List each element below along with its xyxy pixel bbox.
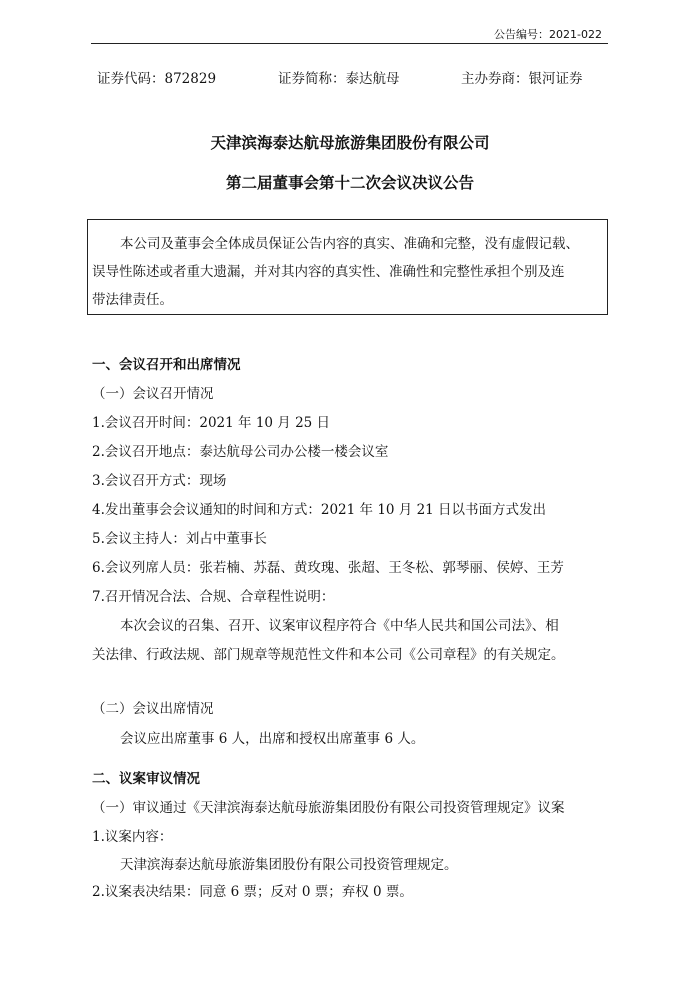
section-heading-proposals: 二、议案审议情况 [92, 771, 200, 787]
section-heading-meeting: 一、会议召开和出席情况 [92, 357, 241, 373]
proposal-title: （一）审议通过《天津滨海泰达航母旅游集团股份有限公司投资管理规定》议案 [92, 800, 565, 816]
attendance-text: 会议应出席董事 6 人，出席和授权出席董事 6 人。 [120, 731, 425, 747]
meeting-method: 3.会议召开方式：现场 [92, 473, 227, 489]
stock-code: 证券代码：872829 [97, 71, 217, 87]
compliance-heading: 7.召开情况合法、合规、合章程性说明： [92, 589, 335, 605]
proposal-content-label: 1.议案内容： [92, 829, 173, 845]
subheading-attendance: （二）会议出席情况 [92, 701, 214, 717]
notice-line-2: 误导性陈述或者重大遗漏，并对其内容的真实性、准确性和完整性承担个别及连 [92, 264, 565, 280]
compliance-text-2: 关法律、行政法规、部门规章等规范性文件和本公司《公司章程》的有关规定。 [92, 647, 565, 663]
stock-name: 证券简称：泰达航母 [278, 71, 400, 87]
meeting-location: 2.会议召开地点：泰达航母公司办公楼一楼会议室 [92, 444, 389, 460]
announcement-number: 公告编号：2021-022 [494, 28, 602, 41]
header-rule [91, 43, 608, 44]
sponsor-broker: 主办券商：银河证券 [461, 71, 583, 87]
proposal-content-text: 天津滨海泰达航母旅游集团股份有限公司投资管理规定。 [120, 857, 458, 873]
meeting-attendees: 6.会议列席人员：张若楠、苏磊、黄玫瑰、张超、王冬松、郭琴丽、侯婷、王芳 [92, 560, 564, 576]
proposal-vote-result: 2.议案表决结果：同意 6 票；反对 0 票；弃权 0 票。 [92, 884, 413, 900]
meeting-notice: 4.发出董事会会议通知的时间和方式：2021 年 10 月 21 日以书面方式发出 [92, 502, 547, 518]
notice-line-1: 本公司及董事会全体成员保证公告内容的真实、准确和完整，没有虚假记载、 [120, 236, 579, 252]
meeting-time: 1.会议召开时间：2021 年 10 月 25 日 [92, 415, 331, 431]
compliance-text-1: 本次会议的召集、召开、议案审议程序符合《中华人民共和国公司法》、相 [120, 618, 559, 634]
subheading-meeting-convening: （一）会议召开情况 [92, 386, 214, 402]
company-title: 天津滨海泰达航母旅游集团股份有限公司 [210, 134, 490, 152]
meeting-host: 5.会议主持人：刘占中董事长 [92, 531, 267, 547]
announcement-title: 第二届董事会第十二次会议决议公告 [225, 174, 474, 192]
notice-line-3: 带法律责任。 [92, 292, 173, 308]
